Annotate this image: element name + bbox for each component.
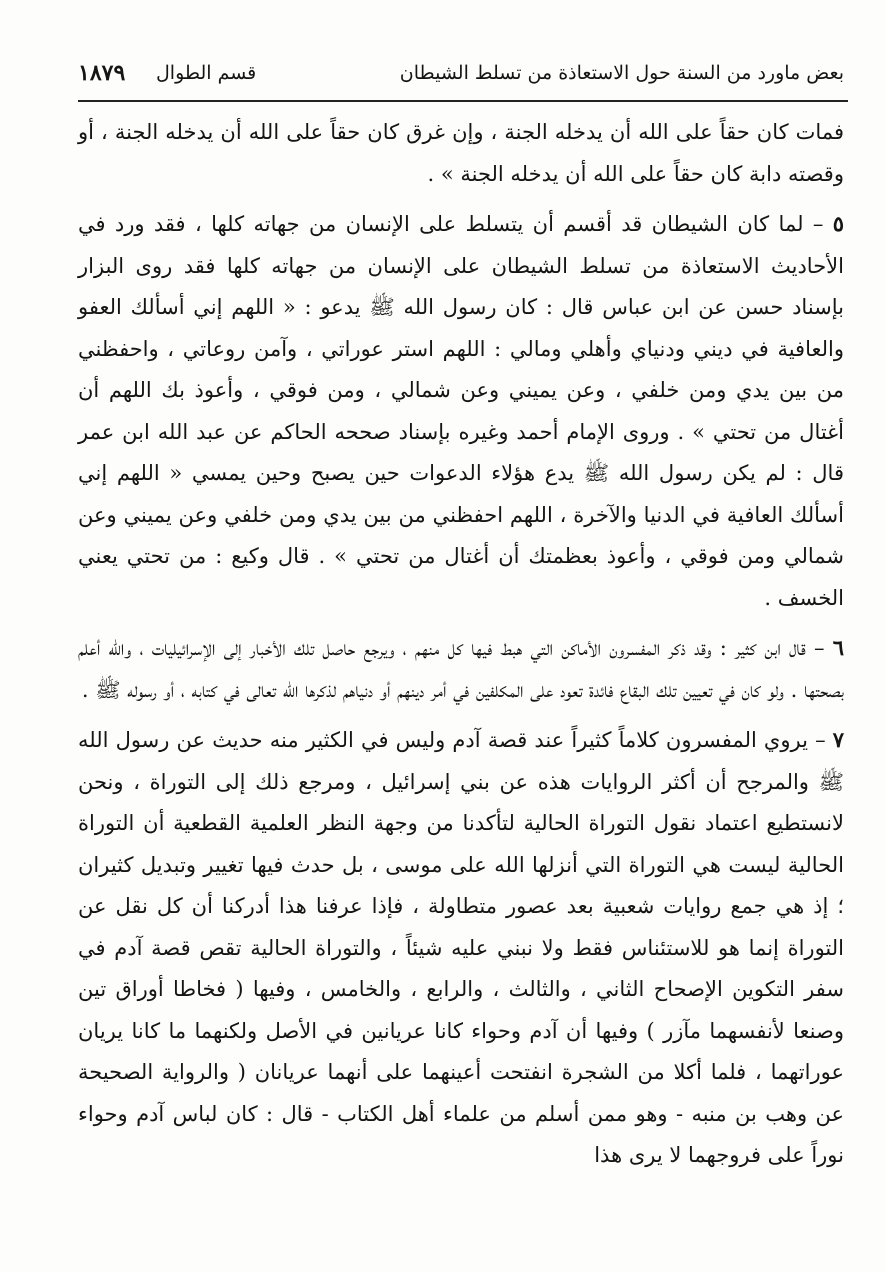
paragraph-number: ٧ xyxy=(832,727,844,752)
header-section: قسم الطوال xyxy=(156,62,257,84)
paragraph-text: يروي المفسرون كلاماً كثيراً عند قصة آدم وليس في الكثير منه حديث عن رسول الله ﷺ والمرجح أن أكثر الروايات هذه عن بني إسرائيل ، ومرجع ذلك إلى التوراة ، ونحن لانستطيع اعتماد نقول التوراة الحالية لتأكدنا من وجهة النظر العلمية القطعية أن التوراة الحالية ليست هي التوراة التي أنزلها الله على موسى ، بل حدث فيها تغيير وتبديل كثيران ؛ إذ هي جمع روايات شعبية بعد عصور متطاولة ، فإذا عرفنا هذا أدركنا أن كل نقل عن التوراة إنما هو للاستئناس فقط ولا نبني عليه شيئاً ، والتوراة الحالية تقص قصة آدم في سفر التكوين الإصحاح الثاني ، والثالث ، والرابع ، والخامس ، وفيها ( فخاطا أوراق تين وصنعا لأنفسهما مآزر ) وفيها أن آدم وحواء كانا عريانين في الأصل ولكنهما ما كانا يريان عوراتهما ، فلما أكلا من الشجرة انفتحت أعينهما على أنهما عريانان ( والرواية الصحيحة عن وهب بن منبه - وهو ممن أسلم من علماء أهل الكتاب - قال : كان لباس آدم وحواء نوراً على فروجهما لا يرى هذا xyxy=(78,728,844,1167)
paragraph-text: فمات كان حقاً على الله أن يدخله الجنة ، وإن غرق كان حقاً على الله أن يدخله الجنة ، أو وقصته دابة كان حقاً على الله أن يدخله الجنة » . xyxy=(78,120,844,186)
paragraph-continuation xyxy=(78,112,844,195)
paragraph-text: لما كان الشيطان قد أقسم أن يتسلط على الإنسان من جهاته كلها ، فقد ورد في الأحاديث الاستعاذة من تسلط الشيطان على الإنسان من جهاته كلها فقد روى البزار بإسناد حسن عن ابن عباس قال : كان رسول الله ﷺ يدعو : « اللهم إني أسألك العفو والعافية في ديني ودنياي وأهلي ومالي : اللهم استر عوراتي ، وآمن روعاتي ، واحفظني من بين يدي ومن خلفي ، وعن يميني وعن شمالي ، ومن فوقي ، وأعوذ بك اللهم أن أغتال من تحتي » . وروى الإمام أحمد وغيره بإسناد صححه الحاكم عن عبد الله ابن عمر قال : لم يكن رسول الله ﷺ يدع هؤلاء الدعوات حين يصبح وحين يمسي « اللهم إني أسألك العافية في الدنيا والآخرة ، اللهم احفظني من بين يدي ومن خلفي وعن يميني وعن شمالي ومن فوقي ، وأعوذ بعظمتك أن أغتال من تحتي » . قال وكيع : من تحتي يعني الخسف . xyxy=(78,212,844,610)
paragraph-5: ٥ – لما كان الشيطان قد أقسم أن يتسلط على الإنسان من جهاته كلها ، فقد ورد في الأحاديث الاستعاذة من تسلط الشيطان على الإنسان من جهاته كلها فقد روى البزار بإسناد حسن عن ابن عباس قال : كان رسول الله ﷺ يدعو : « اللهم إني أسألك العفو والعافية في ديني ودنياي وأهلي ومالي : اللهم استر عوراتي ، وآمن روعاتي ، واحفظني من بين يدي ومن خلفي ، وعن يميني وعن شمالي ، ومن فوقي ، وأعوذ بك اللهم أن أغتال من تحتي » . وروى الإمام أحمد وغيره بإسناد صححه الحاكم عن عبد الله ابن عمر قال : لم يكن رسول الله ﷺ يدع هؤلاء الدعوات حين يصبح وحين يمسي « اللهم إني أسألك العافية في الدنيا والآخرة ، اللهم احفظني من بين يدي ومن خلفي وعن يميني وعن شمالي ومن فوقي ، وأعوذ بعظمتك أن أغتال من تحتي » . قال وكيع : من تحتي يعني الخسف . xyxy=(78,211,844,610)
paragraph-7: ٧ – يروي المفسرون كلاماً كثيراً عند قصة آدم وليس في الكثير منه حديث عن رسول الله ﷺ والمرجح أن أكثر الروايات هذه عن بني إسرائيل ، ومرجع ذلك إلى التوراة ، ونحن لانستطيع اعتماد نقول التوراة الحالية لتأكدنا من وجهة النظر العلمية القطعية أن التوراة الحالية ليست هي التوراة التي أنزلها الله على موسى ، بل حدث فيها تغيير وتبديل كثيران ؛ إذ هي جمع روايات شعبية بعد عصور متطاولة ، فإذا عرفنا هذا أدركنا أن كل نقل عن التوراة إنما هو للاستئناس فقط ولا نبني عليه شيئاً ، والتوراة الحالية تقص قصة آدم في سفر التكوين الإصحاح الثاني ، والثالث ، والرابع ، والخامس ، وفيها ( فخاطا أوراق تين وصنعا لأنفسهما مآزر ) وفيها أن آدم وحواء كانا عريانين في الأصل ولكنهما ما كانا يريان عوراتهما ، فلما أكلا من الشجرة انفتحت أعينهما على أنهما عريانان ( والرواية الصحيحة عن وهب بن منبه - وهو ممن أسلم من علماء أهل الكتاب - قال : كان لباس آدم وحواء نوراً على فروجهما لا يرى هذا xyxy=(78,727,844,1167)
paragraph-text: قال ابن كثير : وقد ذكر المفسرون الأماكن التي هبط فيها كل منهم ، ويرجع حاصل تلك الأخبار إلى الإسرائيليات ، والله أعلم بصحتها . ولو كان في تعيين تلك البقاع فائدة تعود على المكلفين في أمر دينهم أو دنياهم لذكرها الله تعالى في كتابه ، أو رسوله ﷺ . xyxy=(78,636,844,702)
running-header xyxy=(78,60,848,102)
paragraph-number: ٦ xyxy=(832,635,844,660)
paragraph-number: ٥ xyxy=(832,211,844,236)
body-text xyxy=(78,112,844,1177)
page-number: ١٨٧٩ xyxy=(78,60,126,86)
header-title: بعض ماورد من السنة حول الاستعاذة من تسلط الشيطان xyxy=(399,62,844,84)
paragraph-6: ٦ – قال ابن كثير : وقد ذكر المفسرون الأماكن التي هبط فيها كل منهم ، ويرجع حاصل تلك الأخبار إلى الإسرائيليات ، والله أعلم بصحتها . ولو كان في تعيين تلك البقاع فائدة تعود على المكلفين في أمر دينهم أو دنياهم لذكرها الله تعالى في كتابه ، أو رسوله ﷺ . xyxy=(78,635,844,702)
